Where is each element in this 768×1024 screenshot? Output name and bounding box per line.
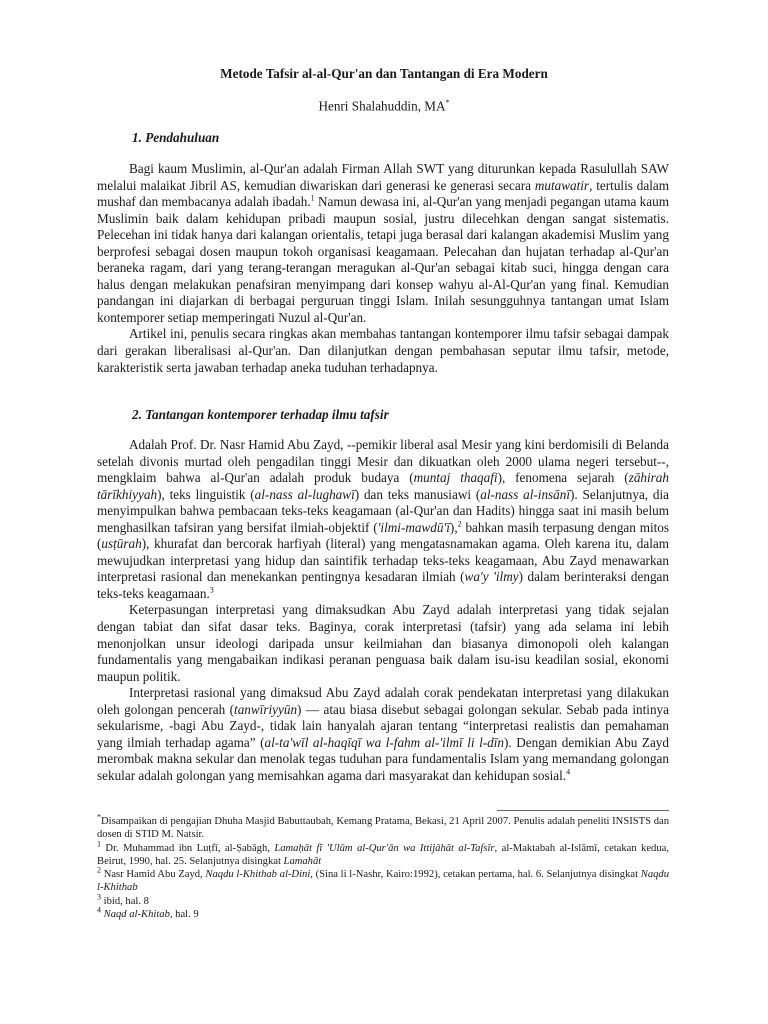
- section-heading-pendahuluan: 1. Pendahuluan: [132, 130, 220, 145]
- section-body-pendahuluan: [97, 161, 669, 376]
- footnote-ref: 1: [310, 193, 315, 203]
- footnote-ref: 2: [457, 519, 462, 529]
- footnote-item: $^3$ ibid, hal. 8: [97, 892, 149, 907]
- document-title: Metode Tafsir al-al-Qur'an dan Tantangan di Era Modern: [220, 66, 548, 81]
- author-name: Henri Shalahuddin, MA: [318, 98, 446, 114]
- footnote-separator: [497, 810, 669, 811]
- footnote-item: $^1$ Dr. Muhammad ibn Luṭfī, al-Ṣabāgh, Lamaḥāt fī 'Ulūm al-Qur'ān wa Ittijāhāt al-Tafsīr, al-Maktabah al-Islāmī, cetakan kedua, Beirut, 1990, hal. 25. Selanjutnya disingkat Lamahāt: [97, 839, 669, 867]
- footnote-item: $^2$ Nasr Hamid Abu Zayd, Naqdu l-Khithab al-Dini, (Sina li l-Nashr, Kairo:1992), cetakan pertama, hal. 6. Selanjutnya disingkat Naqdu l-Khithab: [97, 865, 670, 894]
- author-line: [0, 98, 768, 114]
- footnote-item: $^4$ Naqd al-Khitab, hal. 9: [97, 905, 199, 921]
- paragraph: Interpretasi rasional yang dimaksud Abu Zayd adalah corak pendekatan interpretasi yang dilakukan oleh golongan pencerah (tanwīriyyūn) — atau biasa disebut sebagai golongan sekular. Sebab pada intinya sekularisme, -bagi Abu Zayd-, tidak lain hanyalah ajaran tentang “interpretasi realistis dan pemahaman yang ilmiah terhadap agama” (al-ta'wīl al-haqīqī wa l-fahm al-'ilmī li l-dīn). Dengan demikian Abu Zayd merombak makna sekular dan menolak tegas tuduhan para fundamentalis Islam yang memandang golongan sekular adalah golongan yang memisahkan agama dari masyarakat dan kehidupan sosial.$^4$: [97, 685, 669, 783]
- paragraph: Keterpasungan interpretasi yang dimaksudkan Abu Zayd adalah interpretasi yang tidak sejalan dengan tabiat dan sifat dasar teks. Baginya, corak interpretasi (tafsir) yang ada selama ini lebih menonjolkan unsur ideologi daripada unsur keilmiahan dan biasanya dimonopoli oleh kalangan fundamentalis yang mengabaikan indikasi peranan penguasa baik dalam isu-isu keadilan sosial, ekonomi maupun politik.: [97, 602, 669, 684]
- footnotes: [97, 812, 670, 921]
- footnote-ref: 3: [209, 585, 214, 595]
- section-body-tantangan: [97, 437, 669, 784]
- paragraph: Adalah Prof. Dr. Nasr Hamid Abu Zayd, --pemikir liberal asal Mesir yang kini berdomisili di Belanda setelah divonis murtad oleh pengadilan tinggi Mesir dan dikuatkan oleh 2000 ulama negeri tersebut--, mengklaim bahwa al-Qur'an adalah produk budaya (muntaj thaqafi), fenomena sejarah (zāhirah tārīkhiyyah), teks linguistik (al-nass al-lughawī) dan teks manusiawi (al-nass al-insānī). Selanjutnya, dia menyimpulkan bahwa pembacaan teks-teks keagamaan (al-Qur'an dan Hadits) hingga saat ini masih belum menghasilkan tafsiran yang bersifat ilmiah-objektif ('ilmi-mawdū'ī),$^2$ bahkan masih terpasung dengan mitos (usṭūrah), khurafat dan bercorak harfiyah (literal) yang mengatasnamakan agama. Oleh karena itu, dalam mewujudkan interpretasi yang hidup dan saintifik terhadap teks-teks keagamaan, Abu Zayd menawarkan interpretasi rasional dan menekankan pentingnya kesadaran ilmiah (wa'y 'ilmy) dalam berinteraksi dengan teks-teks keagamaan.$^3$: [97, 437, 670, 601]
- footnote-item: *Disampaikan di pengajian Dhuha Masjid Babuttaubah, Kemang Pratama, Bekasi, 21 April 2007. Penulis adalah peneliti INSISTS dan dosen di STID M. Natsir.: [97, 812, 669, 841]
- paragraph: Bagi kaum Muslimin, al-Qur'an adalah Firman Allah SWT yang diturunkan kepada Rasulullah SAW melalui malaikat Jibril AS, kemudian diwariskan dari generasi ke generasi secara mutawatir, tertulis dalam mushaf dan membacanya adalah ibadah.$^1$ Namun dewasa ini, al-Qur'an yang menjadi pegangan utama kaum Muslimin baik dalam kehidupan pribadi maupun sosial, justru dilecehkan dengan sangat sistematis. Pelecehan ini tidak hanya dari kalangan orientalis, tetapi juga berasal dari kalangan akademisi Muslim yang berprofesi sebagai dosen maupun tokoh organisasi keagamaan. Pelecahan dan hujatan terhadap al-Qur'an beraneka ragam, dari yang terang-terangan meragukan al-Qur'an sebagai kitab suci, hingga dengan cara halus dengan melakukan penafsiran menyimpang dari konsep wahyu al-Al-Qur'an yang final. Kemudian pandangan ini diajarkan di berbagai perguruan tinggi Islam. Inilah sesungguhnya tantangan umat Islam kontemporer setiap memperingati Nuzul al-Qur'an.: [97, 161, 669, 325]
- footnote-ref: 4: [566, 767, 571, 777]
- author-footnote-mark: *: [445, 98, 450, 107]
- paragraph: Artikel ini, penulis secara ringkas akan membahas tantangan kontemporer ilmu tafsir sebagai dampak dari gerakan liberalisasi al-Qur'an. Dan dilanjutkan dengan pembahasan seputar ilmu tafsir, metode, karakteristik serta jawaban terhadap aneka tuduhan terhadapnya.: [97, 326, 669, 375]
- section-heading-tantangan: 2. Tantangan kontemporer terhadap ilmu tafsir: [132, 407, 389, 422]
